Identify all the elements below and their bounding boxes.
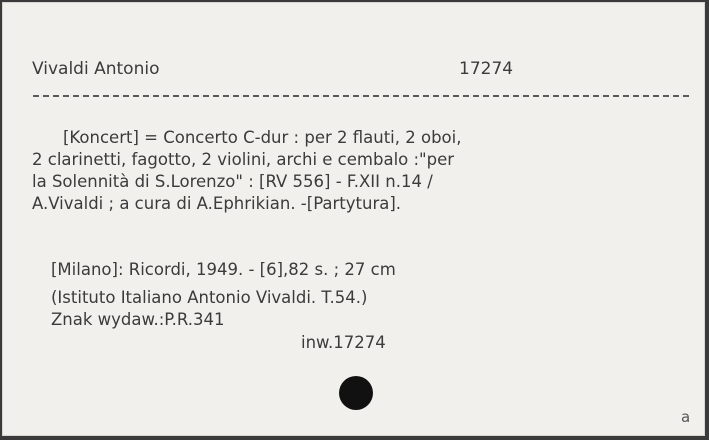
header-divider <box>33 95 689 97</box>
imprint-line: [Milano]: Ricordi, 1949. - [6],82 s. ; 27 cm <box>51 260 396 279</box>
publisher-mark-line: Znak wydaw.:P.R.341 <box>51 310 225 329</box>
corner-pencil-mark: a <box>681 408 691 426</box>
description-line-2: 2 clarinetti, fagotto, 2 violini, archi e cembalo :"per <box>32 150 455 169</box>
series-line: (Istituto Italiano Antonio Vivaldi. T.54.) <box>51 288 368 307</box>
description-line-4: A.Vivaldi ; a cura di A.Ephrikian. -[Partytura]. <box>32 194 402 213</box>
description-line-3: la Solennità di S.Lorenzo" : [RV 556] - F.XII n.14 / <box>32 172 433 191</box>
description-line-1: [Koncert] = Concerto C-dur : per 2 flauti, 2 oboi, <box>63 128 462 147</box>
author-heading: Vivaldi Antonio <box>32 59 160 79</box>
catalog-card <box>2 2 705 436</box>
inventory-number: inw.17274 <box>301 333 386 352</box>
punch-hole <box>339 376 373 410</box>
catalog-number: 17274 <box>459 59 514 79</box>
